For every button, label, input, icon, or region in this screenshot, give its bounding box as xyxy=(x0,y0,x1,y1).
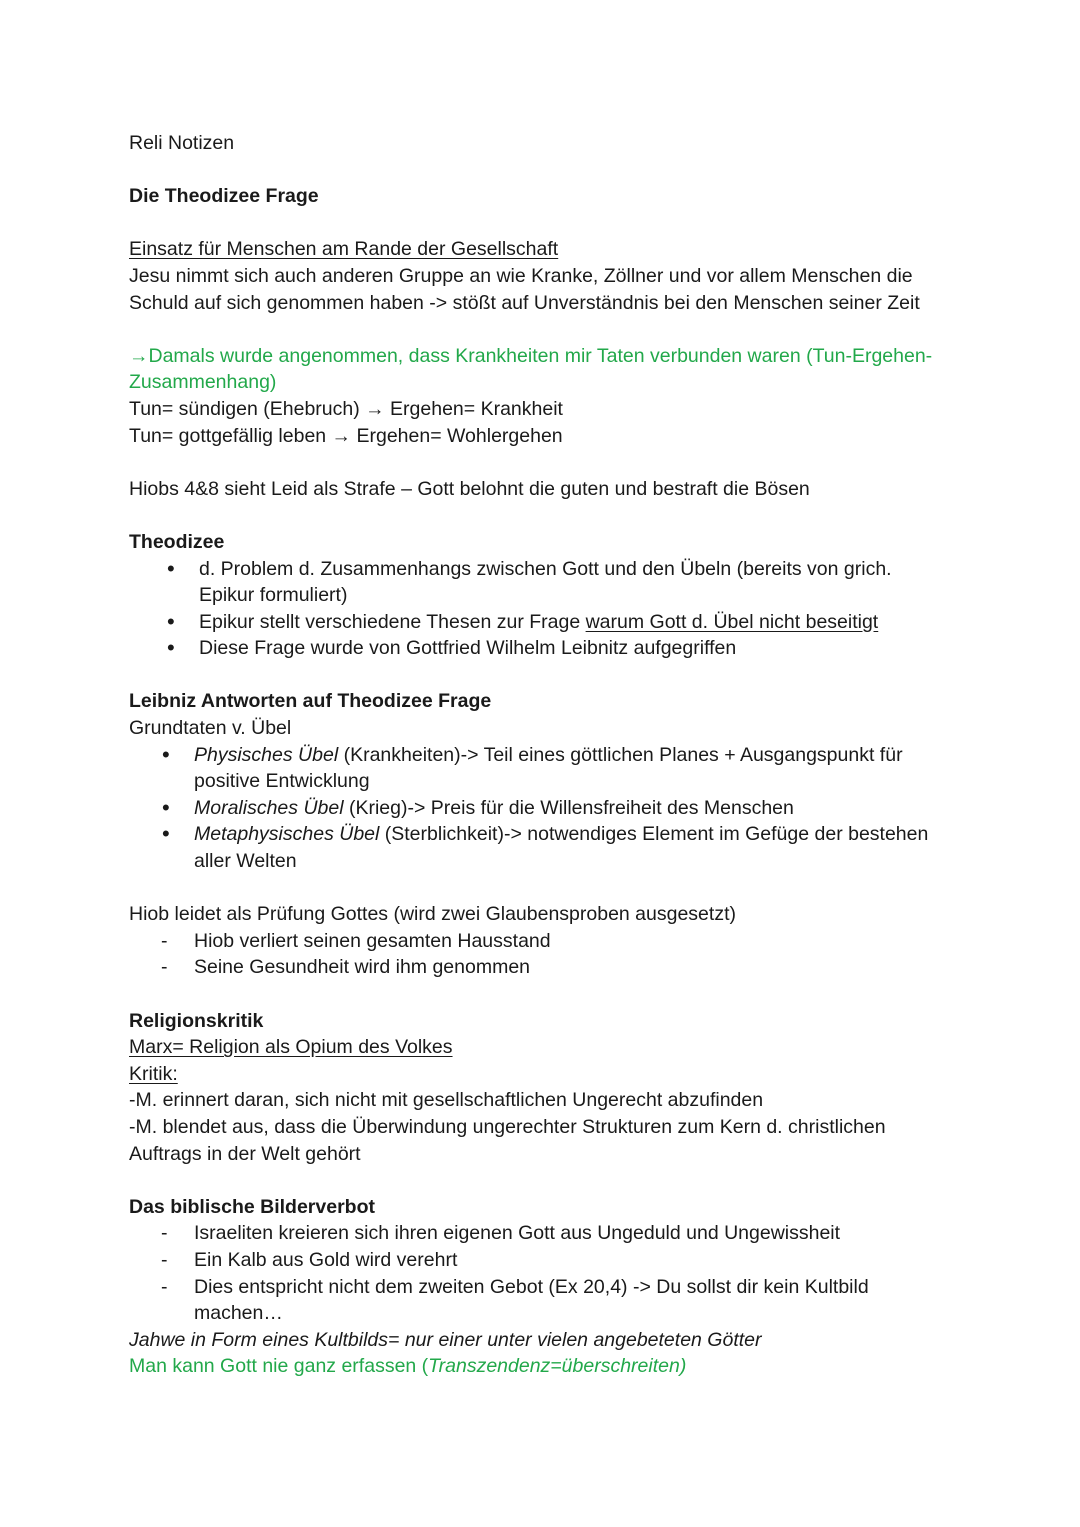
kritik-line: -M. blendet aus, dass die Überwindung ungerechter Strukturen zum Kern d. christlichen xyxy=(129,1115,886,1138)
list-item: - Seine Gesundheit wird ihm genommen xyxy=(129,954,959,981)
green-note: →Damals wurde angenommen, dass Krankheiten mir Taten verbunden waren (Tun-Ergehen- xyxy=(129,344,933,367)
bullet-icon: • xyxy=(162,794,170,820)
list-item: • Metaphysisches Übel (Sterblichkeit)-> notwendiges Element im Gefüge der bestehen aller Welten xyxy=(162,821,929,873)
list-item: - Dies entspricht nicht dem zweiten Gebot (Ex 20,4) -> Du sollst dir kein Kultbild machen… xyxy=(161,1275,869,1325)
paragraph-line: Schuld auf sich genommen haben -> stößt auf Unverständnis bei den Menschen seiner Zeit xyxy=(129,291,920,314)
bullet-icon: • xyxy=(167,635,175,661)
kritik-line: Auftrags in der Welt gehört xyxy=(129,1142,361,1165)
list-item: • Moralisches Übel (Krieg)-> Preis für die Willensfreiheit des Menschen xyxy=(162,794,794,820)
document-title: Reli Notizen xyxy=(129,132,235,154)
kritik-line: -M. erinnert daran, sich nicht mit gesellschaftlichen Ungerecht abzufinden xyxy=(129,1089,764,1112)
bullet-icon: • xyxy=(162,741,170,767)
bullet-icon: • xyxy=(162,821,170,847)
tun-ergehen-line: Tun= sündigen (Ehebruch) → Ergehen= Krankheit xyxy=(129,397,563,420)
dash-icon: - xyxy=(161,956,168,979)
hiob-list xyxy=(129,928,959,981)
list-item: • d. Problem d. Zusammenhangs zwischen Gott und den Übeln (bereits von grich. Epikur formuliert) xyxy=(167,555,892,607)
list-item: • Diese Frage wurde von Gottfried Wilhelm Leibnitz aufgegriffen xyxy=(167,635,737,661)
document-page xyxy=(129,130,959,1380)
transzendenz-line: Man kann Gott nie ganz erfassen (Transzendenz=überschreiten) xyxy=(129,1355,687,1378)
list-item: - Israeliten kreieren sich ihren eigenen Gott aus Ungeduld und Ungewissheit xyxy=(129,1220,959,1247)
hiob-intro: Hiob leidet als Prüfung Gottes (wird zwei Glaubensproben ausgesetzt) xyxy=(129,903,736,926)
section-heading-religionskritik: Religionskritik xyxy=(129,1009,264,1032)
kultbild-line: Jahwe in Form eines Kultbilds= nur einer unter vielen angebeteten Götter xyxy=(129,1328,762,1351)
bilderverbot-list xyxy=(129,1220,959,1326)
subheading-rande-gesellschaft: Einsatz für Menschen am Rande der Gesellschaft xyxy=(129,238,559,261)
dash-icon: - xyxy=(161,1222,168,1245)
theodizee-list xyxy=(129,556,959,662)
list-item: - Hiob verliert seinen gesamten Hausstand xyxy=(129,928,959,955)
section-heading-leibniz: Leibniz Antworten auf Theodizee Frage xyxy=(129,690,492,713)
green-note: Zusammenhang) xyxy=(129,371,277,394)
kritik-label: Kritik: xyxy=(129,1062,178,1085)
hiobs-line: Hiobs 4&8 sieht Leid als Strafe – Gott belohnt die guten und bestraft die Bösen xyxy=(129,477,810,500)
section-heading-theodizee-frage: Die Theodizee Frage xyxy=(129,185,319,208)
leibniz-list xyxy=(129,742,959,875)
dash-icon: - xyxy=(161,929,168,952)
subheading-grundtaten: Grundtaten v. Übel xyxy=(129,717,292,740)
list-item: • Epikur stellt verschiedene Thesen zur Frage warum Gott d. Übel nicht beseitigt xyxy=(167,608,879,634)
tun-ergehen-line: Tun= gottgefällig leben → Ergehen= Wohlergehen xyxy=(129,424,563,447)
bullet-icon: • xyxy=(167,608,175,634)
list-item: - Ein Kalb aus Gold wird verehrt xyxy=(129,1247,959,1274)
dash-icon: - xyxy=(161,1248,168,1271)
section-heading-theodizee: Theodizee xyxy=(129,530,225,553)
section-heading-bilderverbot: Das biblische Bilderverbot xyxy=(129,1195,375,1218)
dash-icon: - xyxy=(161,1275,168,1298)
marx-line: Marx= Religion als Opium des Volkes xyxy=(129,1036,453,1059)
list-item: • Physisches Übel (Krankheiten)-> Teil eines göttlichen Planes + Ausgangspunkt für positive Entwicklung xyxy=(162,741,903,793)
bullet-icon: • xyxy=(167,555,175,581)
paragraph-line: Jesu nimmt sich auch anderen Gruppe an wie Kranke, Zöllner und vor allem Menschen die xyxy=(129,264,913,287)
